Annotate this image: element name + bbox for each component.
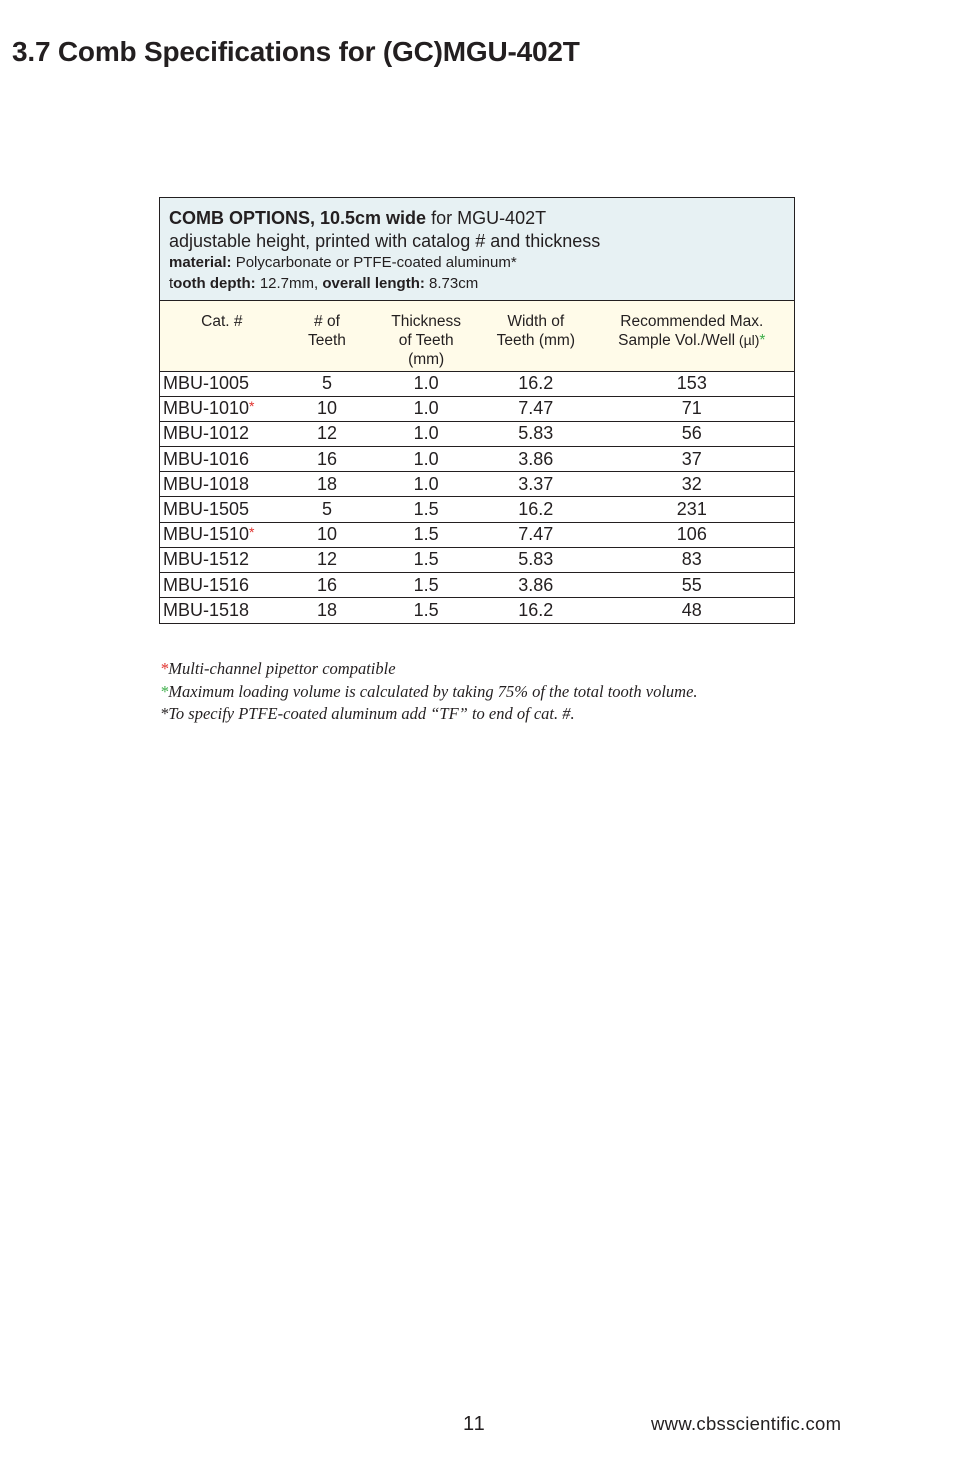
multichannel-mark: * xyxy=(249,398,255,415)
footnote-multichannel xyxy=(160,658,698,681)
cell-teeth-text: 10 xyxy=(316,398,337,419)
col-header-thickness-line2: of Teeth xyxy=(398,331,454,349)
col-header-width xyxy=(482,312,590,371)
col-header-thickness-line3: (mm) xyxy=(408,350,445,368)
cell-width xyxy=(482,600,590,621)
cell-width-text: 5.83 xyxy=(518,549,554,570)
cell-teeth-text: 5 xyxy=(321,499,332,520)
cell-thickness-text: 1.5 xyxy=(413,574,439,595)
cell-width-text: 5.83 xyxy=(518,423,554,444)
cell-volume xyxy=(590,575,794,596)
cell-cat-text: MBU-1012 xyxy=(163,423,250,444)
cell-thickness-text: 1.0 xyxy=(413,423,439,444)
comb-options-heading xyxy=(169,207,785,230)
cell-volume xyxy=(590,549,794,570)
col-header-volume-star: * xyxy=(759,331,766,349)
multichannel-mark: * xyxy=(249,524,255,541)
cell-teeth xyxy=(284,398,371,419)
cell-thickness xyxy=(370,474,482,495)
cell-teeth xyxy=(284,575,371,596)
cell-volume-text: 231 xyxy=(676,499,707,520)
col-header-thickness-line1: Thickness xyxy=(391,312,462,330)
cell-width-text: 3.86 xyxy=(518,448,554,469)
heading-bold: COMB OPTIONS, 10.5cm wide xyxy=(169,208,427,228)
cell-cat xyxy=(160,398,284,419)
cell-cat-text: MBU-1010 xyxy=(163,398,250,419)
cell-thickness-text: 1.0 xyxy=(413,373,439,394)
cell-volume-text: 71 xyxy=(681,398,702,419)
cell-teeth-text: 12 xyxy=(316,423,337,444)
table-row xyxy=(160,447,794,472)
cell-width-text: 16.2 xyxy=(518,499,554,520)
footnote-ptfe: *To specify PTFE-coated aluminum add “TF” to end of cat. #. xyxy=(160,704,575,724)
cell-cat-text: MBU-1510 xyxy=(163,524,250,545)
cell-width-text: 16.2 xyxy=(518,600,554,621)
cell-volume xyxy=(590,423,794,444)
cell-teeth xyxy=(284,474,371,495)
cell-thickness-text: 1.0 xyxy=(413,398,439,419)
cell-volume xyxy=(590,499,794,520)
cell-thickness xyxy=(370,600,482,621)
cell-thickness xyxy=(370,575,482,596)
cell-cat-text: MBU-1016 xyxy=(163,448,250,469)
material-line xyxy=(169,254,785,273)
cell-width xyxy=(482,549,590,570)
cell-thickness-text: 1.0 xyxy=(413,448,439,469)
cell-teeth xyxy=(284,373,371,394)
cell-width-text: 7.47 xyxy=(518,524,554,545)
cell-teeth-text: 16 xyxy=(316,448,337,469)
material-value: Polycarbonate or PTFE-coated aluminum* xyxy=(231,254,517,271)
cell-teeth-text: 5 xyxy=(321,373,332,394)
cell-teeth xyxy=(284,499,371,520)
cell-thickness xyxy=(370,499,482,520)
cell-teeth-text: 12 xyxy=(316,549,337,570)
cell-width xyxy=(482,575,590,596)
col-header-volume-unit: (µl) xyxy=(735,331,760,348)
cell-cat xyxy=(160,373,284,394)
cell-cat-text: MBU-1518 xyxy=(163,600,250,621)
cell-thickness xyxy=(370,398,482,419)
cell-width xyxy=(482,499,590,520)
cell-width-text: 7.47 xyxy=(518,398,554,419)
col-header-volume xyxy=(590,312,794,371)
cell-volume xyxy=(590,600,794,621)
cell-thickness xyxy=(370,524,482,545)
cell-thickness-text: 1.5 xyxy=(413,524,439,545)
table-row xyxy=(160,497,794,522)
cell-thickness-text: 1.5 xyxy=(413,549,439,570)
col-header-teeth xyxy=(284,312,371,371)
tooth-depth-line xyxy=(169,275,785,294)
col-header-width-line2: Teeth (mm) xyxy=(496,331,575,349)
cell-cat xyxy=(160,524,284,545)
table-row xyxy=(160,573,794,598)
cell-teeth xyxy=(284,423,371,444)
col-header-volume-text: Sample Vol./Well xyxy=(618,331,736,349)
cell-width xyxy=(482,449,590,470)
cell-volume-text: 48 xyxy=(681,600,702,621)
cell-volume-text: 106 xyxy=(676,524,707,545)
tooth-depth-label: ooth depth: xyxy=(173,274,256,292)
cell-cat xyxy=(160,575,284,596)
cell-width xyxy=(482,398,590,419)
page-number: 11 xyxy=(463,1413,486,1435)
cell-cat-text: MBU-1512 xyxy=(163,549,250,570)
cell-volume-text: 32 xyxy=(681,473,702,494)
col-header-thickness xyxy=(370,312,482,371)
cell-thickness-text: 1.5 xyxy=(413,600,439,621)
cell-cat xyxy=(160,549,284,570)
cell-width xyxy=(482,423,590,444)
cell-cat-text: MBU-1018 xyxy=(163,473,250,494)
cell-volume-text: 37 xyxy=(681,448,702,469)
heading-rest: for MGU-402T xyxy=(426,208,547,228)
cell-thickness-text: 1.5 xyxy=(413,499,439,520)
cell-volume xyxy=(590,398,794,419)
col-header-volume-line2 xyxy=(590,331,794,350)
cell-thickness-text: 1.0 xyxy=(413,473,439,494)
cell-cat xyxy=(160,423,284,444)
footnote-loading-volume-text: Maximum loading volume is calculated by taking 75% of the total tooth volume. xyxy=(168,681,698,701)
cell-width xyxy=(482,524,590,545)
col-header-teeth-line1: # of xyxy=(314,312,340,330)
cell-teeth-text: 10 xyxy=(316,524,337,545)
column-headers xyxy=(160,301,794,372)
tooth-prefix: t xyxy=(169,274,174,292)
cell-thickness xyxy=(370,423,482,444)
cell-teeth xyxy=(284,549,371,570)
cell-cat-text: MBU-1516 xyxy=(163,574,250,595)
cell-volume-text: 55 xyxy=(681,574,702,595)
cell-teeth xyxy=(284,449,371,470)
cell-volume xyxy=(590,373,794,394)
page-title: 3.7 Comb Specifications for (GC)MGU-402T xyxy=(12,36,580,67)
cell-cat-text: MBU-1005 xyxy=(163,373,250,394)
cell-thickness xyxy=(370,549,482,570)
cell-width xyxy=(482,373,590,394)
comb-options-table xyxy=(159,197,795,624)
tooth-depth-value: 12.7mm, xyxy=(255,274,319,292)
cell-teeth-text: 18 xyxy=(316,473,337,494)
cell-volume xyxy=(590,524,794,545)
cell-cat xyxy=(160,449,284,470)
table-row xyxy=(160,397,794,422)
cell-width-text: 3.86 xyxy=(518,574,554,595)
footnotes xyxy=(160,658,698,726)
comb-options-subtitle: adjustable height, printed with catalog # and thickness xyxy=(169,230,601,251)
cell-teeth xyxy=(284,600,371,621)
website-url: www.cbsscientific.com xyxy=(651,1413,842,1434)
comb-options-header xyxy=(160,198,794,301)
col-header-volume-line1: Recommended Max. xyxy=(620,312,764,330)
footnote-red-star: * xyxy=(160,659,169,678)
cell-volume-text: 153 xyxy=(676,373,707,394)
cell-cat xyxy=(160,600,284,621)
material-label: material: xyxy=(169,254,232,271)
table-row xyxy=(160,422,794,447)
cell-volume-text: 56 xyxy=(681,423,702,444)
table-row xyxy=(160,598,794,623)
cell-cat-text: MBU-1505 xyxy=(163,499,250,520)
col-header-width-line1: Width of xyxy=(507,312,565,330)
cell-cat xyxy=(160,499,284,520)
cell-teeth xyxy=(284,524,371,545)
cell-thickness xyxy=(370,373,482,394)
col-header-cat: Cat. # xyxy=(201,312,243,330)
cell-cat xyxy=(160,474,284,495)
cell-width-text: 3.37 xyxy=(518,473,554,494)
cell-volume xyxy=(590,474,794,495)
table-row xyxy=(160,472,794,497)
footnote-loading-volume xyxy=(160,681,698,704)
cell-teeth-text: 18 xyxy=(316,600,337,621)
table-body xyxy=(160,372,794,624)
cell-thickness xyxy=(370,449,482,470)
cell-teeth-text: 16 xyxy=(316,574,337,595)
table-row xyxy=(160,548,794,573)
overall-length-label: overall length: xyxy=(318,274,425,292)
col-header-teeth-line2: Teeth xyxy=(308,331,346,349)
cell-width-text: 16.2 xyxy=(518,373,554,394)
cell-volume xyxy=(590,449,794,470)
cell-volume-text: 83 xyxy=(681,549,702,570)
overall-length-value: 8.73cm xyxy=(424,274,479,292)
table-row xyxy=(160,523,794,548)
table-row xyxy=(160,372,794,397)
cell-width xyxy=(482,474,590,495)
footnote-green-star: * xyxy=(160,681,169,701)
footnote-multichannel-text: Multi-channel pipettor compatible xyxy=(168,659,396,678)
